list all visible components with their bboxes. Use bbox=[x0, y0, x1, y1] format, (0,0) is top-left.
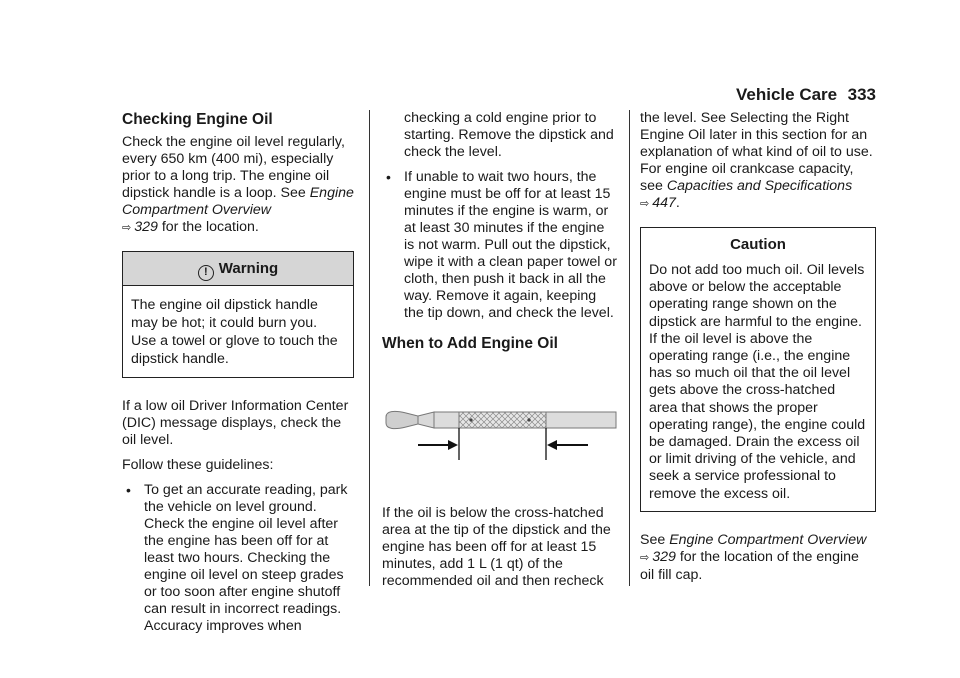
link-engine-compartment-overview[interactable]: Engine Compartment Overview bbox=[122, 185, 354, 218]
warning-label: Warning bbox=[218, 260, 279, 277]
column-3 bbox=[640, 110, 876, 592]
warning-box bbox=[122, 251, 354, 378]
warning-text: The engine oil dipstick handle may be hot; it could burn you. Use a towel or glove to touch the dipstick handle. bbox=[131, 297, 338, 367]
heading-when-to-add-engine-oil: When to Add Engine Oil bbox=[382, 335, 558, 352]
column-1 bbox=[122, 110, 354, 643]
add-oil-paragraph: If the oil is below the cross-hatched area at the tip of the dipstick and the engine has been off for at least 15 minutes, add 1 L (1 qt) of the recommended oil and then recheck bbox=[382, 505, 611, 589]
intro-paragraph: Check the engine oil level regularly, every 650 km (400 mi), especially prior to a long trip. The engine oil dipstick handle is a loop. See Engine Compartment Overview ⇨ 329 for the location. bbox=[122, 134, 354, 235]
page-ref-arrow-icon: ⇨ bbox=[122, 222, 132, 234]
section-title: Vehicle Care bbox=[736, 85, 838, 104]
caution-header: Caution bbox=[730, 236, 786, 253]
min-arrow-head bbox=[448, 440, 458, 450]
dipstick-tip bbox=[386, 411, 418, 428]
bullet-icon: • bbox=[126, 482, 131, 498]
column-divider bbox=[369, 110, 370, 586]
page-ref-329[interactable]: 329 bbox=[134, 219, 158, 235]
bullet-icon: • bbox=[386, 169, 391, 185]
page-header bbox=[736, 80, 876, 106]
dipstick-hole bbox=[469, 418, 472, 421]
see-paragraph: See Engine Compartment Overview ⇨ 329 for the location of the engine oil fill cap. bbox=[640, 531, 867, 583]
column-2 bbox=[382, 110, 618, 598]
page-ref-arrow-icon: ⇨ bbox=[640, 551, 650, 564]
list-item-continued: checking a cold engine prior to starting. Remove the dipstick and check the level. bbox=[404, 110, 614, 160]
warning-icon: ! bbox=[198, 265, 214, 281]
dipstick-hole bbox=[527, 418, 530, 421]
heading-checking-engine-oil: Checking Engine Oil bbox=[122, 111, 273, 128]
dipstick-neck bbox=[418, 412, 434, 428]
list-item: • To get an accurate reading, park the vehicle on level ground. Check the engine oil level after the engine has been off for at least two hours. Checking the engine oil level on steep grades or too soon after engine shutoff can result in incorrect readings. Accuracy improves when bbox=[126, 482, 348, 634]
page-ref-447[interactable]: 447 bbox=[652, 195, 676, 211]
link-engine-compartment-overview[interactable]: Engine Compartment Overview bbox=[669, 531, 867, 548]
link-capacities-and-specifications[interactable]: Capacities and Specifications bbox=[666, 178, 853, 194]
page-number: 333 bbox=[847, 85, 876, 104]
page-ref-329[interactable]: 329 bbox=[652, 548, 676, 565]
continued-paragraph: the level. See Selecting the Right Engine Oil later in this section for an explanation of what kind of oil to use. For engine oil crankcase capacity, see Capacities and Specifications ⇨ 447. bbox=[640, 110, 873, 211]
page-ref-arrow-icon: ⇨ bbox=[640, 198, 650, 210]
caution-box bbox=[640, 227, 876, 512]
dipstick-diagram bbox=[382, 368, 618, 478]
column-divider bbox=[629, 110, 630, 586]
warning-header bbox=[123, 252, 353, 286]
list-item: • If unable to wait two hours, the engine must be off for at least 15 minutes if the engine is warm, or at least 30 minutes if the engine is not warm. Pull out the dipstick, wipe it with a clean paper towel or cloth, then push it back in all the way. Remove it again, keeping the tip down, and check the level. bbox=[386, 169, 617, 321]
max-arrow-head bbox=[547, 440, 557, 450]
dic-paragraph: If a low oil Driver Information Center (DIC) message displays, check the oil level. bbox=[122, 398, 349, 448]
guidelines-intro: Follow these guidelines: bbox=[122, 457, 274, 473]
caution-text: Do not add too much oil. Oil levels above or below the acceptable operating range shown on the dipstick are harmful to the engine. If the oil level is above the operating range (i.e., the engine has so much oil that the oil level gets above the cross-hatched area that shows the proper operating range), the engine could be damaged. Drain the excess oil or limit driving of the vehicle, and seek a service professional to remove the excess oil. bbox=[649, 262, 866, 502]
